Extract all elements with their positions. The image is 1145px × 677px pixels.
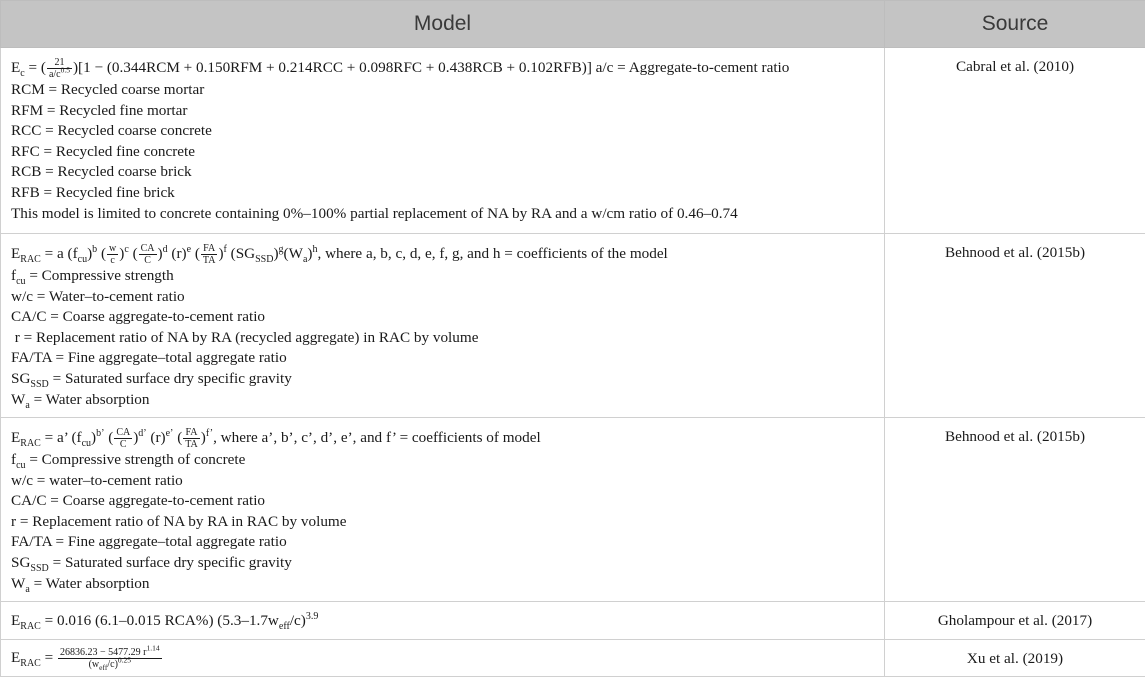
model-equation: $E_c$ = ( $\frac{21}{a/c^{0.5}}$ )[1 − (0.344RCM + 0.150RFM + 0.214RCC + 0.098RFC + 0.438RCB + 0.102RFB)] a/c = Aggregate-to-cement ratio xyxy=(11,57,875,80)
header-row xyxy=(1,1,1145,48)
definition-line: FA/TA = Fine aggregate–total aggregate ratio xyxy=(11,532,875,553)
definition-line: r = Replacement ratio of NA by RA (recycled aggregate) in RAC by volume xyxy=(11,328,875,349)
definition-line: $SG_{SSD}$ = Saturated surface dry specific gravity xyxy=(11,553,875,574)
definition-line: $W_a$ = Water absorption xyxy=(11,574,875,595)
table-row xyxy=(1,418,1145,602)
table-row xyxy=(1,234,1145,418)
model-note: This model is limited to concrete containing 0%–100% partial replacement of NA by RA and a w/cm ratio of 0.46–0.74 xyxy=(11,204,875,225)
definition-line: CA/C = Coarse aggregate-to-cement ratio xyxy=(11,491,875,512)
table-row xyxy=(1,602,1145,640)
model-cell xyxy=(1,48,885,234)
definition-line: w/c = water–to-cement ratio xyxy=(11,471,875,492)
model-cell xyxy=(1,602,885,640)
definition-line: RCB = Recycled coarse brick xyxy=(11,162,875,183)
model-cell xyxy=(1,640,885,677)
header-model: Model xyxy=(1,1,885,48)
source-cell: Cabral et al. (2010) xyxy=(885,48,1145,234)
definition-line: RFC = Recycled fine concrete xyxy=(11,142,875,163)
source-cell: Xu et al. (2019) xyxy=(885,640,1145,677)
table-row xyxy=(1,640,1145,677)
source-cell: Gholampour et al. (2017) xyxy=(885,602,1145,640)
definition-line: RFM = Recycled fine mortar xyxy=(11,101,875,122)
header-source: Source xyxy=(885,1,1145,48)
model-cell xyxy=(1,234,885,418)
model-equation: $E_{RAC} = 0.016$ (6.1–0.015 RCA%) $(5.3-1.7w_{eff}/c)^{3.9}$ xyxy=(11,611,875,632)
model-equation: $E_{RAC} = a$ $(f_{cu})^b$ ( $\frac{w}{c}$ )$^c$ ( $\frac{CA}{C}$ )$^d$ $(r)^e$ ( $\frac{FA}{TA}$ )$^f$ $(SG_{SSD})^g(W_a)^h$, where a, b, c, d, e, f, g, and h = coefficients of the model xyxy=(11,243,875,266)
definition-line: RCM = Recycled coarse mortar xyxy=(11,80,875,101)
definition-line: $SG_{SSD}$ = Saturated surface dry specific gravity xyxy=(11,369,875,390)
definition-line: RFB = Recycled fine brick xyxy=(11,183,875,204)
source-cell: Behnood et al. (2015b) xyxy=(885,234,1145,418)
definition-line: FA/TA = Fine aggregate–total aggregate ratio xyxy=(11,348,875,369)
definition-line: CA/C = Coarse aggregate-to-cement ratio xyxy=(11,307,875,328)
definition-line: w/c = Water–to-cement ratio xyxy=(11,287,875,308)
definition-line: r = Replacement ratio of NA by RA in RAC by volume xyxy=(11,512,875,533)
model-equation: $E_{RAC}$ = $\frac{26836.23 - 5477.29 r^{1.14}}{(w_{eff}/c)^{0.25}}$ xyxy=(11,647,875,670)
definition-line: RCC = Recycled coarse concrete xyxy=(11,121,875,142)
source-cell: Behnood et al. (2015b) xyxy=(885,418,1145,602)
model-equation: $E_{RAC} = a$’ $(f_{cu})^{b’}$ ( $\frac{CA}{C}$ )$^{d’}$ $(r)^{e’}$ ( $\frac{FA}{TA}$ )$^{f’}$, where a’, b’, c’, d’, e’, and f’ = coefficients of model xyxy=(11,427,875,450)
model-cell xyxy=(1,418,885,602)
definition-line: $W_a$ = Water absorption xyxy=(11,390,875,411)
table-row xyxy=(1,48,1145,234)
definition-line: $f_{cu}$ = Compressive strength of concrete xyxy=(11,450,875,471)
definition-line: $f_{cu}$ = Compressive strength xyxy=(11,266,875,287)
